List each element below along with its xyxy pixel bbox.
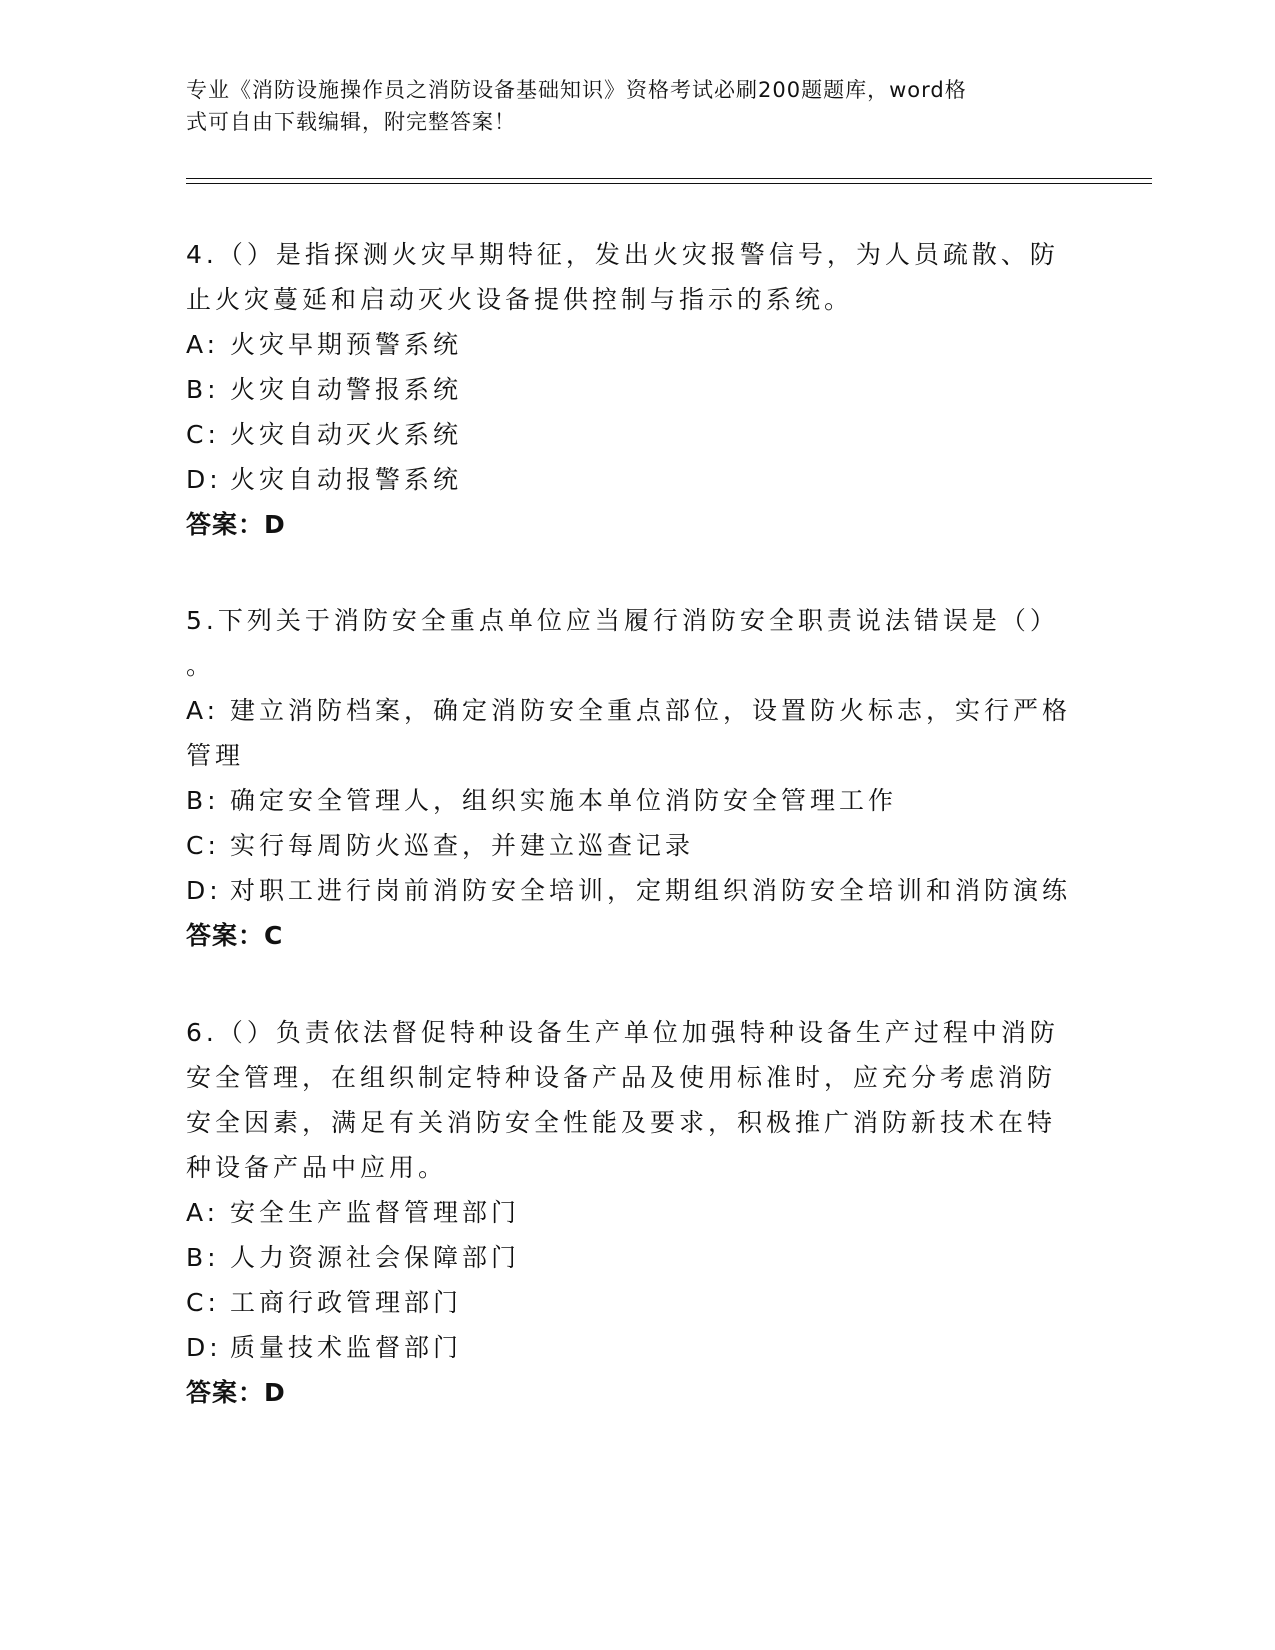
- option-text: 火灾早期预警系统: [230, 330, 463, 359]
- option-d: [186, 457, 1086, 502]
- option-text: 确定安全管理人，组织实施本单位消防安全管理工作: [230, 786, 898, 815]
- option-letter: B:: [186, 375, 220, 404]
- option-letter: A:: [186, 330, 220, 359]
- answer-label: 答案：D: [186, 1378, 286, 1407]
- stem-line: 种设备产品中应用。: [186, 1153, 448, 1182]
- stem-line: 止火灾蔓延和启动灭火设备提供控制与指示的系统。: [186, 285, 854, 314]
- question-stem: [186, 232, 1086, 322]
- option-text: 对职工进行岗前消防安全培训，定期组织消防安全培训和消防演练: [230, 876, 1072, 905]
- option-b: [186, 1235, 1086, 1280]
- option-text: 质量技术监督部门: [230, 1333, 463, 1362]
- header-divider-top: [186, 178, 1152, 179]
- question-4: [186, 232, 1086, 547]
- stem-line: 4.（）是指探测火灾早期特征，发出火灾报警信号，为人员疏散、防: [186, 240, 1059, 269]
- option-text: 安全生产监督管理部门: [230, 1198, 521, 1227]
- option-c: [186, 1280, 1086, 1325]
- document-header: [186, 74, 1086, 138]
- option-a: [186, 322, 1086, 367]
- answer-label: 答案：C: [186, 921, 284, 950]
- option-text: 火灾自动警报系统: [230, 375, 463, 404]
- stem-line: 6.（）负责依法督促特种设备生产单位加强特种设备生产过程中消防: [186, 1018, 1059, 1047]
- option-letter: C:: [186, 420, 220, 449]
- option-b: [186, 778, 1086, 823]
- option-letter: D:: [186, 465, 222, 494]
- option-a: [186, 688, 1086, 733]
- question-stem: [186, 1010, 1086, 1190]
- option-letter: D:: [186, 1333, 222, 1362]
- header-divider-bottom: [186, 183, 1152, 184]
- option-letter: C:: [186, 1288, 220, 1317]
- stem-line: 安全因素，满足有关消防安全性能及要求，积极推广消防新技术在特: [186, 1108, 1057, 1137]
- option-text: 火灾自动报警系统: [230, 465, 463, 494]
- option-letter: A:: [186, 696, 220, 725]
- option-d: [186, 868, 1086, 913]
- option-text: 建立消防档案，确定消防安全重点部位，设置防火标志，实行严格: [230, 696, 1072, 725]
- option-d: [186, 1325, 1086, 1370]
- question-stem: [186, 598, 1086, 688]
- option-letter: D:: [186, 876, 222, 905]
- option-text: 火灾自动灭火系统: [230, 420, 463, 449]
- option-letter: B:: [186, 786, 220, 815]
- answer-label: 答案：D: [186, 510, 286, 539]
- option-c: [186, 412, 1086, 457]
- option-b: [186, 367, 1086, 412]
- stem-line: 安全管理，在组织制定特种设备产品及使用标准时，应充分考虑消防: [186, 1063, 1057, 1092]
- stem-line: 。: [186, 651, 216, 680]
- question-6: [186, 1010, 1086, 1415]
- header-line-1: 专业《消防设施操作员之消防设备基础知识》资格考试必刷200题题库，word格: [186, 78, 967, 102]
- option-text: 实行每周防火巡查，并建立巡查记录: [230, 831, 695, 860]
- option-a-continuation: 管理: [186, 741, 245, 770]
- stem-line: 5.下列关于消防安全重点单位应当履行消防安全职责说法错误是（）: [186, 606, 1059, 635]
- option-c: [186, 823, 1086, 868]
- option-text: 人力资源社会保障部门: [230, 1243, 521, 1272]
- option-letter: C:: [186, 831, 220, 860]
- question-5: [186, 598, 1086, 958]
- option-text: 工商行政管理部门: [230, 1288, 463, 1317]
- option-a: [186, 1190, 1086, 1235]
- option-letter: A:: [186, 1198, 220, 1227]
- header-line-2: 式可自由下载编辑，附完整答案！: [186, 110, 516, 134]
- option-letter: B:: [186, 1243, 220, 1272]
